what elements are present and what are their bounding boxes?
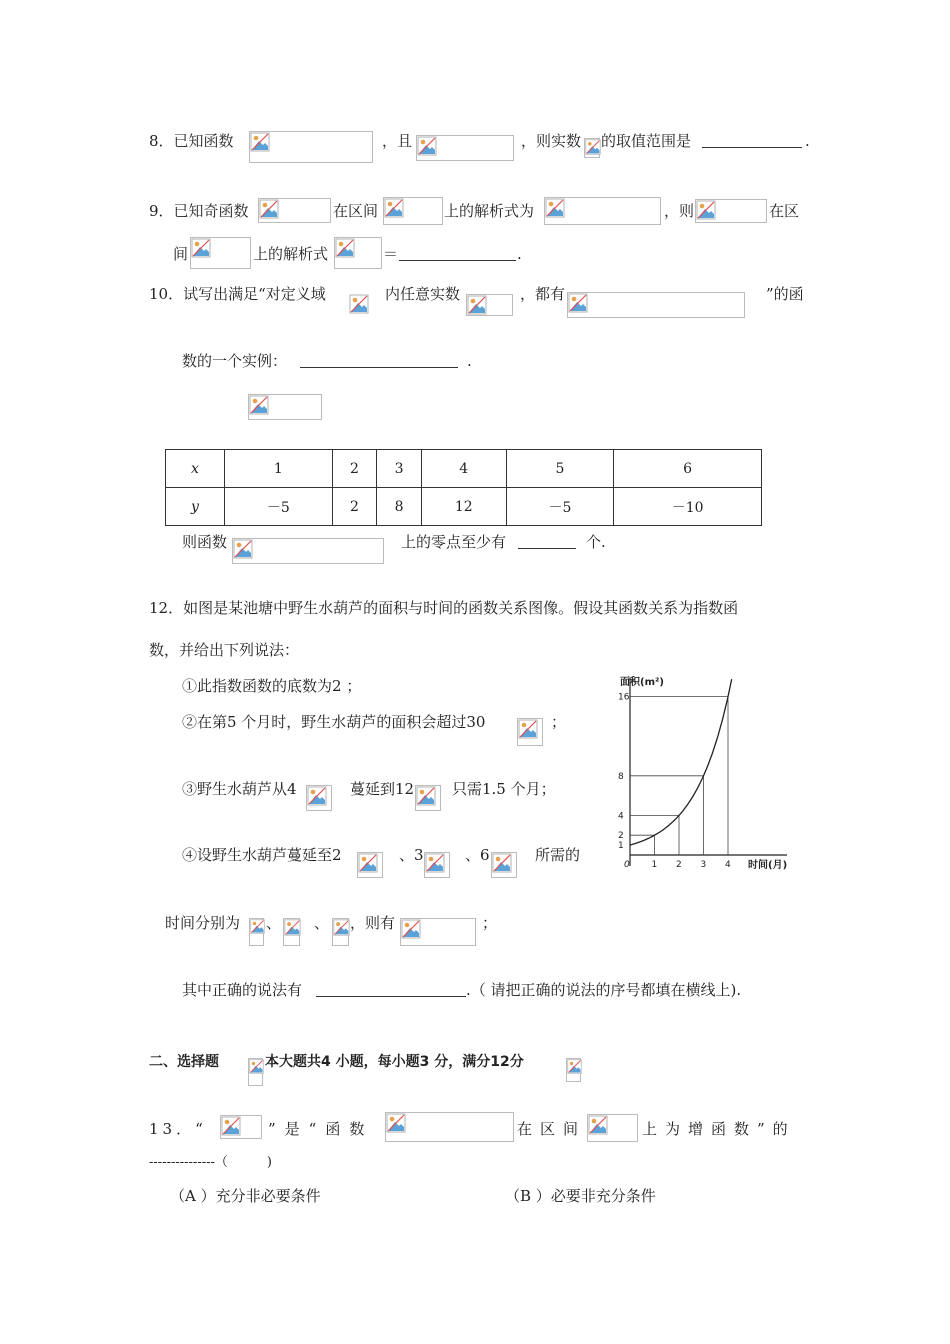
answer-blank[interactable] xyxy=(300,353,458,368)
q9-text-a: 9．已知奇函数 xyxy=(149,202,249,220)
q12-line-1: 12．如图是某池塘中野生水葫芦的面积与时间的函数关系图像。假设其函数关系为指数函 xyxy=(149,599,739,617)
broken-image-icon xyxy=(307,786,327,806)
formula-image xyxy=(400,918,476,946)
answer-blank[interactable] xyxy=(399,246,516,261)
x-tick-label: 3 xyxy=(700,860,707,870)
broken-image-icon xyxy=(333,919,350,936)
formula-image xyxy=(232,538,384,564)
broken-image-icon xyxy=(249,1059,264,1074)
statement-4-b: 、3 xyxy=(399,846,424,864)
value-table xyxy=(165,449,762,526)
period: . xyxy=(805,132,810,150)
broken-image-icon xyxy=(417,136,437,156)
q13-text-c: 在区间 xyxy=(517,1120,587,1138)
table-header: x xyxy=(166,450,225,488)
x-tick-label: 1 xyxy=(651,860,658,870)
formula-image xyxy=(466,294,513,316)
formula-image xyxy=(283,918,300,946)
formula-image xyxy=(357,852,383,878)
formula-image xyxy=(248,394,322,420)
formula-image xyxy=(334,237,382,269)
period: . xyxy=(517,245,522,263)
formula-image xyxy=(415,785,441,811)
q11-text-a: 则函数 xyxy=(182,533,228,551)
formula-image xyxy=(258,198,331,223)
statement-4-c: 、6 xyxy=(465,846,490,864)
statement-3: ③野生水葫芦从4 xyxy=(182,780,297,798)
final-answer-note: .（ 请把正确的说法的序号都填在横线上). xyxy=(466,981,742,999)
broken-image-icon xyxy=(518,719,538,739)
formula-image xyxy=(416,135,514,161)
x-tick-label: 0 xyxy=(624,860,630,870)
formula-image xyxy=(566,1058,581,1082)
formula-image xyxy=(584,138,600,158)
q9-text-b: 在区间 xyxy=(333,202,379,220)
semicolon: ； xyxy=(551,713,567,731)
x-ticks xyxy=(624,860,731,870)
q12-line-2: 数，并给出下列说法： xyxy=(149,641,300,659)
statement-3-c: 只需1.5 个月； xyxy=(452,780,556,798)
y-tick-label: 8 xyxy=(618,771,624,782)
broken-image-icon xyxy=(335,238,355,258)
broken-image-icon xyxy=(416,786,436,806)
answer-blank[interactable] xyxy=(518,534,576,549)
broken-image-icon xyxy=(567,1059,582,1074)
q8-text-a: 8．已知函数 xyxy=(149,132,234,150)
answer-blank[interactable] xyxy=(316,982,466,997)
formula-image xyxy=(544,197,661,225)
broken-image-icon xyxy=(349,294,369,314)
formula-image xyxy=(349,294,369,316)
q8-text-c: ，则实数 xyxy=(521,132,582,150)
formula-image xyxy=(249,131,373,163)
q10-text-b: 内任意实数 xyxy=(385,285,461,303)
x-axis-label: 时间(月) xyxy=(748,860,788,871)
guide-lines xyxy=(630,697,728,855)
semicolon: ； xyxy=(482,914,498,932)
q10-text-c: ，都有 xyxy=(520,285,566,303)
q11-text-c: 个. xyxy=(586,533,606,551)
section-desc: 本大题共4 小题，每小题3 分，满分12分 xyxy=(265,1054,524,1070)
formula-image xyxy=(695,199,767,223)
formula-image xyxy=(385,1112,514,1142)
statement-5: 时间分别为 xyxy=(165,914,241,932)
formula-image xyxy=(383,197,443,225)
formula-image xyxy=(248,1058,263,1086)
broken-image-icon xyxy=(545,198,565,218)
section-title: 二、选择题 xyxy=(149,1054,219,1070)
formula-image xyxy=(220,1115,262,1139)
broken-image-icon xyxy=(233,539,253,559)
q9-text-c: 上的解析式为 xyxy=(444,202,535,220)
period: . xyxy=(467,352,472,370)
formula-image xyxy=(249,918,264,946)
table-cell: －5 xyxy=(506,488,614,526)
broken-image-icon xyxy=(585,139,601,155)
table-cell: 8 xyxy=(377,488,422,526)
x-tick-label: 4 xyxy=(725,860,731,870)
table-cell: 2 xyxy=(332,450,377,488)
table-header: y xyxy=(166,488,225,526)
broken-image-icon xyxy=(358,853,378,873)
answer-dashes: ---------------（ ) xyxy=(149,1155,272,1170)
broken-image-icon xyxy=(492,853,512,873)
y-tick-label: 4 xyxy=(618,811,624,822)
broken-image-icon xyxy=(467,295,487,315)
broken-image-icon xyxy=(384,198,404,218)
table-cell: 5 xyxy=(506,450,614,488)
table-cell: 1 xyxy=(225,450,333,488)
q10-text-d: ”的函 xyxy=(766,285,804,303)
broken-image-icon xyxy=(568,293,588,313)
table-cell: 6 xyxy=(614,450,762,488)
broken-image-icon xyxy=(250,132,270,152)
q9-text-h: ＝ xyxy=(383,245,399,263)
statement-1: ①此指数函数的底数为2 ； xyxy=(182,677,362,695)
answer-blank[interactable] xyxy=(702,133,802,148)
y-ticks xyxy=(618,693,630,852)
broken-image-icon xyxy=(425,853,445,873)
y-axis-label: 面积(m²) xyxy=(620,677,664,688)
q9-text-g: 上的解析式 xyxy=(253,245,329,263)
broken-image-icon xyxy=(386,1113,406,1133)
broken-image-icon xyxy=(401,919,421,939)
q13-text-d: 上为增函数”的 xyxy=(642,1120,796,1138)
q10-text-e: 数的一个实例： xyxy=(182,352,288,370)
statement-5-d: ，则有 xyxy=(350,914,396,932)
table-row xyxy=(166,488,762,526)
y-tick-label: 2 xyxy=(618,831,624,842)
q10-text-a: 10．试写出满足“对定义域 xyxy=(149,285,326,303)
broken-image-icon xyxy=(191,238,211,258)
q9-text-f: 间 xyxy=(173,245,189,263)
broken-image-icon xyxy=(284,919,301,936)
formula-image xyxy=(517,718,543,746)
formula-image xyxy=(491,852,517,878)
table-cell: －10 xyxy=(614,488,762,526)
statement-4: ④设野生水葫芦蔓延至2 xyxy=(182,846,342,864)
q8-text-b: ，且 xyxy=(382,132,413,150)
broken-image-icon xyxy=(588,1115,608,1135)
q11-text-b: 上的零点至少有 xyxy=(401,533,507,551)
formula-image xyxy=(332,918,349,946)
formula-image xyxy=(424,852,450,878)
y-tick-label: 1 xyxy=(618,841,624,852)
option-b[interactable]: （B ）必要非充分条件 xyxy=(505,1187,656,1205)
formula-image xyxy=(190,237,251,269)
growth-curve xyxy=(630,679,732,845)
table-row xyxy=(166,450,762,488)
table-cell: 12 xyxy=(421,488,506,526)
table-cell: 2 xyxy=(332,488,377,526)
q9-text-e: 在区 xyxy=(769,202,800,220)
q8-text-d: 的取值范围是 xyxy=(601,132,692,150)
table-cell: 4 xyxy=(421,450,506,488)
comma: 、 xyxy=(314,914,330,932)
final-answer-prompt: 其中正确的说法有 xyxy=(182,981,303,999)
broken-image-icon xyxy=(250,919,265,934)
statement-4-d: 所需的 xyxy=(535,846,581,864)
formula-image xyxy=(567,292,745,318)
broken-image-icon xyxy=(221,1116,241,1136)
comma: 、 xyxy=(266,914,282,932)
q9-text-d: ，则 xyxy=(664,202,695,220)
y-tick-label: 16 xyxy=(618,692,630,703)
statement-3-b: 蔓延到12 xyxy=(350,780,415,798)
table-cell: 3 xyxy=(377,450,422,488)
q13-text-b: ”是“函数 xyxy=(268,1120,374,1138)
broken-image-icon xyxy=(259,199,279,219)
statement-2: ②在第5 个月时，野生水葫芦的面积会超过30 xyxy=(182,713,486,731)
x-tick-label: 2 xyxy=(676,860,682,870)
growth-chart xyxy=(612,668,812,878)
q13-text-a: 13．“ xyxy=(149,1120,207,1138)
broken-image-icon xyxy=(249,395,269,415)
formula-image xyxy=(587,1114,638,1142)
option-a[interactable]: （A ）充分非必要条件 xyxy=(170,1187,321,1205)
formula-image xyxy=(306,785,332,811)
table-cell: －5 xyxy=(225,488,333,526)
broken-image-icon xyxy=(696,200,716,220)
